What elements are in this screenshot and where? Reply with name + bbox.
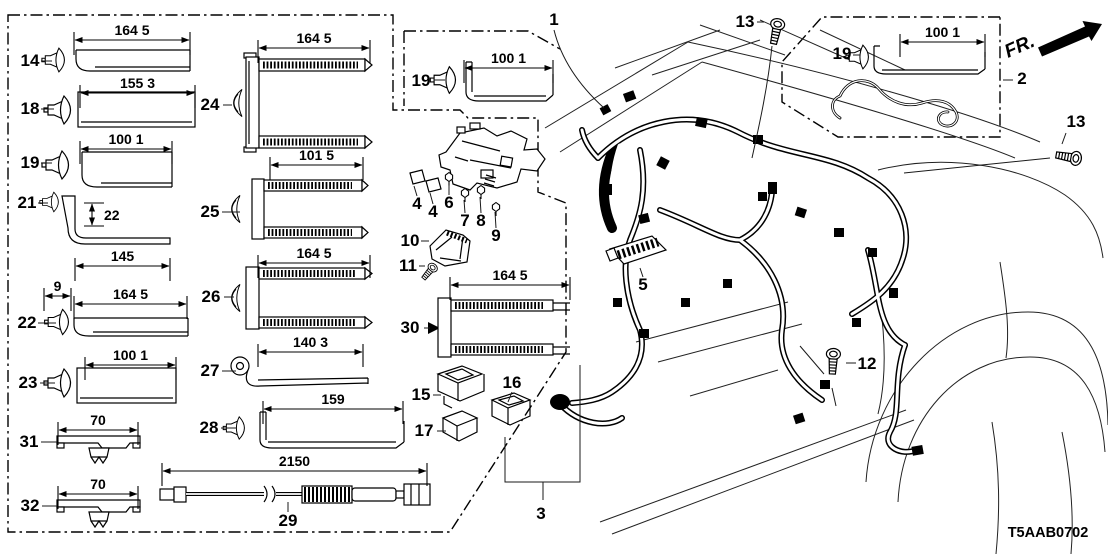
- dimension-label: 159: [321, 391, 345, 407]
- part-5-connector-strip: [606, 236, 666, 264]
- part-13-bolt-right: [1055, 148, 1083, 166]
- part-31-clip: [57, 436, 140, 463]
- part-callout-24: 24: [200, 95, 220, 114]
- fr-label: FR.: [1001, 30, 1038, 63]
- part-callout-11: 11: [399, 256, 417, 275]
- dimension-6: [74, 286, 187, 319]
- part-14-retainer: [42, 48, 190, 72]
- part-callout-25: 25: [200, 202, 220, 221]
- part-24-wire-retainer: [234, 53, 372, 152]
- dimension-label: 140 3: [292, 334, 329, 350]
- dimension-label: 155 3: [119, 75, 156, 91]
- dimension-16: [450, 267, 570, 300]
- fr-arrow-icon: [1038, 21, 1102, 57]
- part-callout-13: 13: [735, 12, 755, 31]
- part-callout-17: 17: [414, 421, 434, 440]
- part-16-connector-housing: [492, 393, 530, 425]
- harness-grommet: [550, 394, 570, 410]
- dimension-label: 145: [110, 248, 135, 264]
- dimension-11: [270, 147, 363, 180]
- part-22-retainer: [45, 309, 188, 336]
- part-19-topright-retainer: [846, 45, 985, 74]
- dimension-3: [84, 203, 120, 226]
- part-callout-29: 29: [278, 511, 298, 530]
- dimension-label: 164 5: [112, 286, 149, 302]
- part-callout-19: 19: [411, 71, 431, 90]
- part-callout-4: 4: [412, 194, 422, 213]
- dimension-label: 70: [90, 476, 106, 492]
- dimension-2: [80, 131, 172, 164]
- dimension-label: 100 1: [108, 131, 144, 147]
- dimension-annotations: [44, 22, 985, 509]
- part-12-bolt: [825, 348, 840, 374]
- part-callout-21: 21: [17, 193, 37, 212]
- part-28-retainer: [223, 412, 404, 448]
- fuse-relay-box: [439, 123, 545, 190]
- dimension-label: 70: [90, 412, 106, 428]
- dimension-label: 100 1: [112, 347, 149, 363]
- part-10-relay-bracket: [430, 230, 470, 266]
- part-17-connector-housing: [443, 411, 477, 441]
- dimension-7: [85, 347, 176, 380]
- part-callout-23: 23: [18, 373, 38, 392]
- part-callout-16: 16: [502, 373, 522, 392]
- dimension-label: 100 1: [490, 50, 527, 66]
- part-callout-4: 4: [428, 202, 438, 221]
- main-wire-harness: [550, 90, 924, 456]
- part-19-retainer: [42, 151, 172, 187]
- dimension-18: [900, 24, 985, 57]
- dimension-5: [44, 278, 71, 311]
- part-callout-2: 2: [1017, 69, 1027, 88]
- dimension-label: 164 5: [296, 245, 332, 261]
- dimension-17: [464, 50, 553, 83]
- part-callouts: [18, 10, 1086, 530]
- dimension-label: 101 5: [298, 147, 335, 163]
- dimension-label: 164 5: [492, 267, 528, 283]
- part-callout-26: 26: [201, 287, 221, 306]
- part-18-retainer: [44, 92, 195, 127]
- part-25-wire-retainer: [232, 179, 368, 239]
- part-11-bolt: [420, 261, 440, 282]
- part-callout-15: 15: [411, 385, 431, 404]
- part-callout-30: 30: [400, 318, 420, 337]
- diagram-code: T5AAB0702: [1007, 525, 1089, 541]
- fr-direction-indicator: [1001, 21, 1102, 63]
- part-15-connector-housing: [438, 366, 484, 408]
- part-13-bolt-top: [767, 17, 786, 45]
- part-32-clip: [57, 500, 140, 527]
- dimension-13: [258, 334, 363, 367]
- part-26-wire-retainer: [232, 267, 372, 329]
- part-callout-8: 8: [476, 211, 486, 230]
- part-callout-19: 19: [20, 153, 40, 172]
- part-callout-14: 14: [20, 51, 40, 70]
- part-callout-32: 32: [20, 496, 40, 515]
- dimension-label: 100 1: [924, 24, 961, 40]
- part-callout-3: 3: [536, 504, 546, 523]
- part-30-wire-retainer: [428, 298, 570, 357]
- part-callout-18: 18: [20, 99, 40, 118]
- part-callout-10: 10: [400, 231, 420, 250]
- part-callout-22: 22: [17, 313, 37, 332]
- dimension-10: [258, 30, 370, 63]
- part-callout-27: 27: [200, 361, 220, 380]
- part-callout-12: 12: [857, 354, 877, 373]
- part-callout-19: 19: [832, 44, 852, 63]
- part-callout-1: 1: [549, 10, 559, 29]
- dimension-4: [75, 248, 170, 281]
- part-27-hook-retainer: [231, 357, 368, 386]
- part-2-sub-harness: [833, 81, 958, 126]
- dimension-label: 2150: [278, 453, 311, 469]
- dimension-14: [263, 391, 403, 424]
- dimension-label: 22: [104, 207, 120, 223]
- part-callout-5: 5: [638, 275, 648, 294]
- part-callout-28: 28: [199, 418, 219, 437]
- part-29-antenna-cable: [160, 484, 430, 505]
- part-23-retainer: [44, 368, 176, 403]
- part-callout-9: 9: [491, 226, 501, 245]
- dimension-label: 164 5: [296, 30, 332, 46]
- part-callout-31: 31: [19, 432, 39, 451]
- dimension-15: [162, 453, 427, 486]
- part-callout-13: 13: [1066, 112, 1086, 131]
- dimension-label: 164 5: [114, 22, 150, 38]
- part-callout-6: 6: [444, 193, 454, 212]
- part-callout-7: 7: [460, 211, 470, 230]
- dimension-label: 9: [53, 278, 62, 294]
